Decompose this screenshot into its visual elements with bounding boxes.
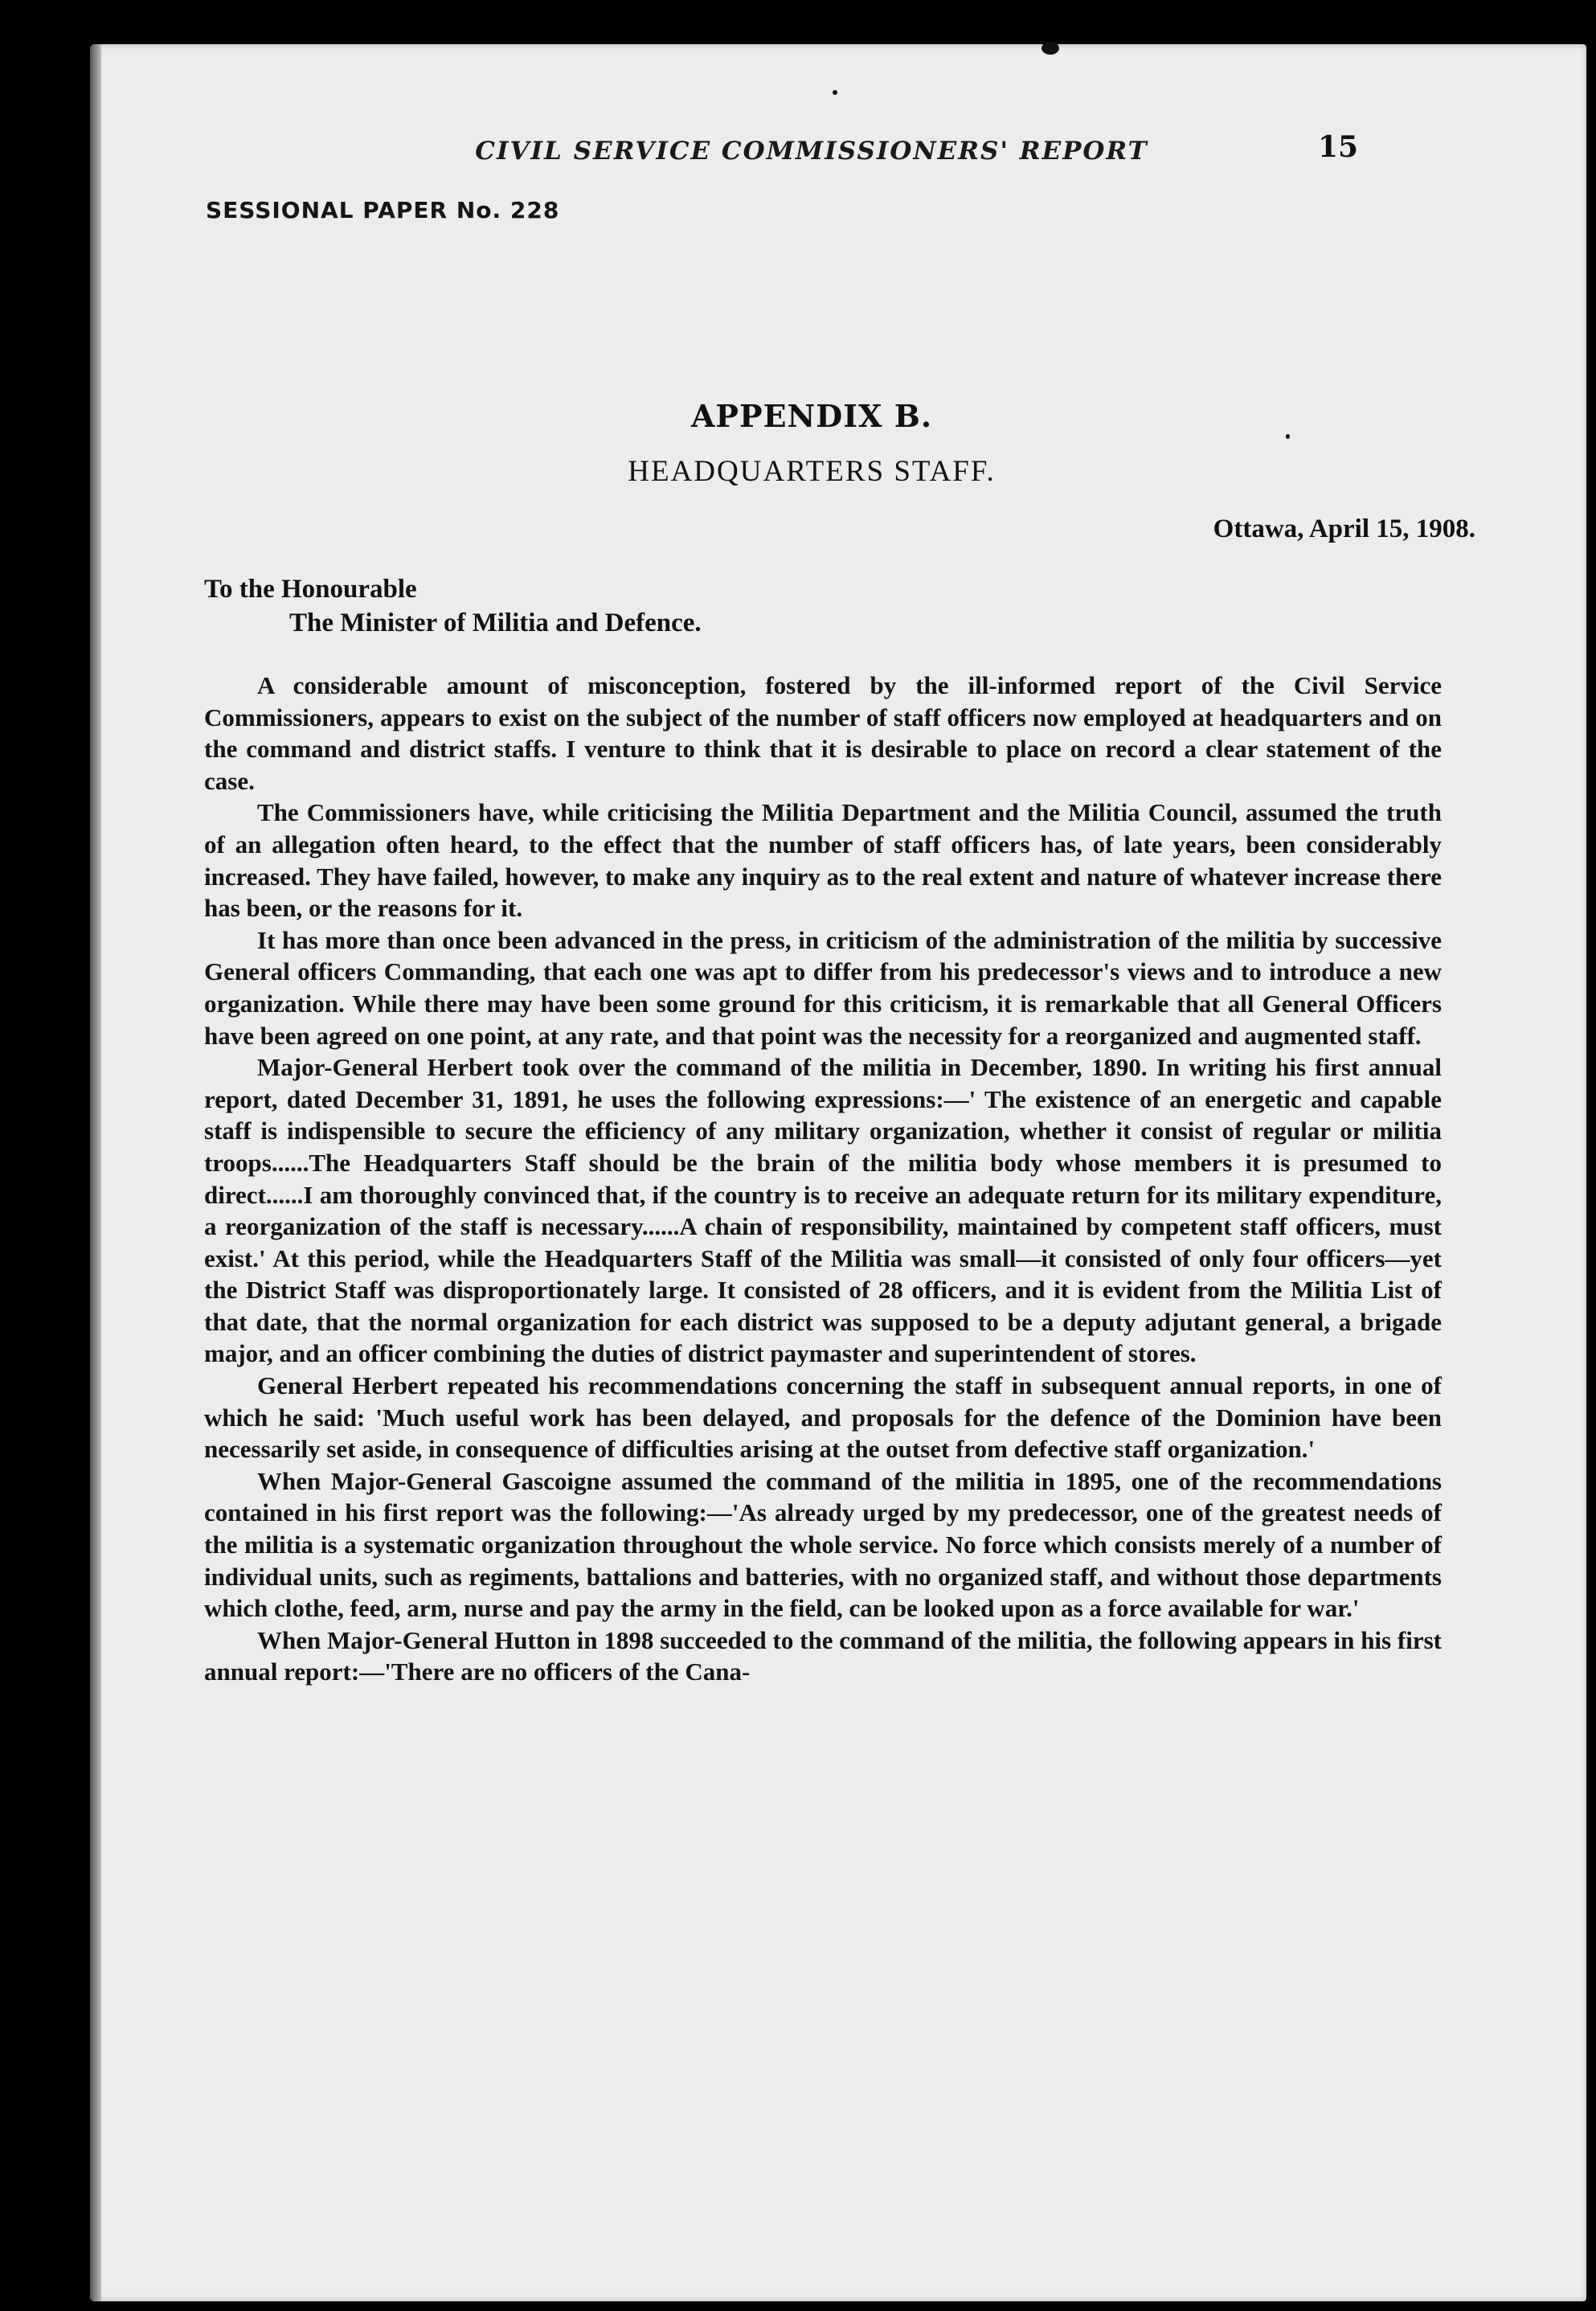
- paragraph: It has more than once been advanced in the press, in criticism of the administration of the militia by successive General officers Commanding, that each one was apt to differ from his predecessor's views and to introduce a new organization. While there may have been some ground for this criticism, it is remarkable that all General Officers have been agreed on one point, at any rate, and that point was the necessity for a reorganized and augmented staff.: [204, 925, 1442, 1050]
- paragraph: General Herbert repeated his recommendations concerning the staff in subsequent annual reports, in one of which he said: 'Much useful work has been delayed, and proposals for the defence of the Dominion have been necessarily set aside, in consequence of difficulties arising at the outset from defective staff organization.': [204, 1371, 1442, 1464]
- sessional-paper-label: SESSIONAL PAPER No. 228: [206, 197, 560, 223]
- scan-blot: [1041, 42, 1059, 55]
- scan-dot: [1286, 434, 1290, 439]
- paragraph: When Major-General Gascoigne assumed the command of the militia in 1895, one of the recommendations contained in his first report was the following:—'As already urged by my predecessor, one of the greatest needs of the militia is a systematic organization throughout the whole service. No force which consists merely of a number of individual units, such as regiments, battalions and batteries, with no organized staff, and without those departments which clothe, feed, arm, nurse and pay the army in the field, can be looked upon as a force available for war.': [204, 1466, 1442, 1623]
- dateline: Ottawa, April 15, 1908.: [1213, 514, 1475, 543]
- paragraph: A considerable amount of misconception, fostered by the ill-informed report of the Civil Service Commissioners, appears to exist on the subject of the number of staff officers now employed at headquarters and on the command and district staffs. I venture to think that it is desirable to place on record a clear statement of the case.: [204, 671, 1442, 795]
- salutation: [204, 572, 702, 640]
- running-head: CIVIL SERVICE COMMISSIONERS' REPORT: [475, 137, 1148, 166]
- page-binding-edge: [90, 44, 101, 2301]
- paragraph: The Commissioners have, while criticising the Militia Department and the Militia Council, assumed the truth of an allegation often heard, to the effect that the number of staff officers has, of late years, been considerably increased. They have failed, however, to make any inquiry as to the real extent and nature of whatever increase there has been, or the reasons for it.: [204, 798, 1442, 923]
- appendix-heading: APPENDIX B.: [690, 398, 933, 434]
- paragraph: Major-General Herbert took over the command of the militia in December, 1890. In writing his first annual report, dated December 31, 1891, he uses the following expressions:—' The existence of an energetic and capable staff is indispensible to secure the efficiency of any military organization, whether it consist of regular or militia troops......The Headquarters Staff should be the brain of the militia body whose members it is presumed to direct......I am thoroughly convinced that, if the country is to receive an adequate return for its military expenditure, a reorganization of the staff is necessary......A chain of responsibility, maintained by competent staff officers, must exist.' At this period, while the Headquarters Staff of the Militia was small—it consisted of only four officers—yet the District Staff was disproportionately large. It consisted of 28 officers, and it is evident from the Militia List of that date, that the normal organization for each district was supposed to be a deputy adjutant general, a brigade major, and an officer combining the duties of district paymaster and superintendent of stores.: [204, 1053, 1442, 1368]
- page-number: 15: [1318, 130, 1359, 164]
- salutation-line: To the Honourable: [204, 575, 417, 604]
- scan-dot: [833, 90, 837, 95]
- salutation-line: The Minister of Militia and Defence.: [289, 608, 702, 637]
- paragraph: When Major-General Hutton in 1898 succeeded to the command of the militia, the following appears in his first annual report:—'There are no officers of the Cana-: [204, 1625, 1442, 1686]
- section-title: HEADQUARTERS STAFF.: [628, 455, 996, 488]
- body-text: [204, 670, 1442, 1688]
